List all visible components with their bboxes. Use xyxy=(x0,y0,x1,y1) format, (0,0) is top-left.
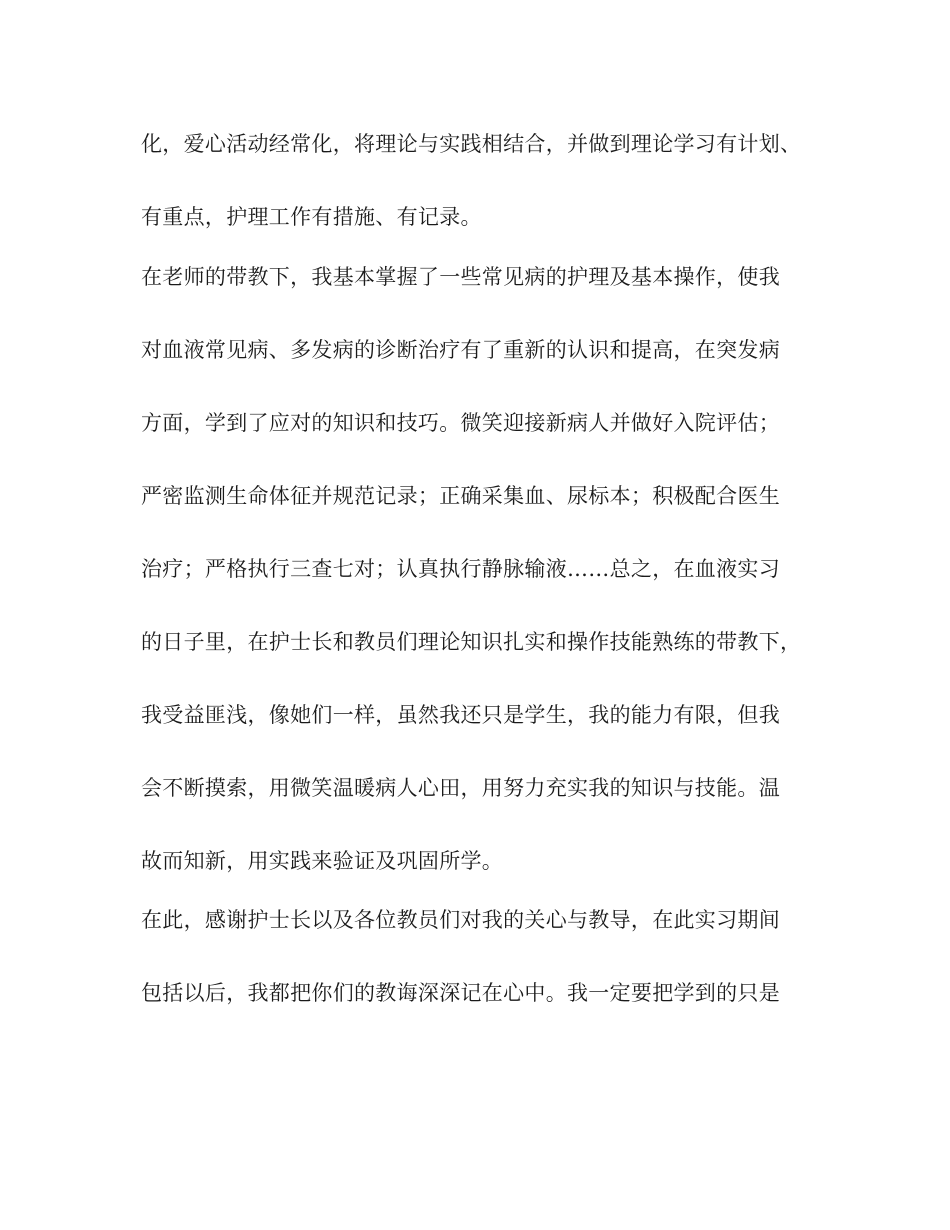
text-line: 故而知新，用实践来验证及巩固所学。 xyxy=(141,849,504,873)
text-line: 在老师的带教下，我基本掌握了一些常见病的护理及基本操作，使我 xyxy=(141,265,780,289)
text-line: 有重点，护理工作有措施、有记录。 xyxy=(141,205,482,229)
text-line: 化，爱心活动经常化，将理论与实践相结合，并做到理论学习有计划、 xyxy=(141,132,802,156)
text-line: 会不断摸索，用微笑温暖病人心田，用努力充实我的知识与技能。温 xyxy=(141,776,780,800)
text-line: 方面，学到了应对的知识和技巧。微笑迎接新病人并做好入院评估； xyxy=(141,411,780,435)
text-line: 对血液常见病、多发病的诊断治疗有了重新的认识和提高，在突发病 xyxy=(141,338,780,362)
text-line: 包括以后，我都把你们的教诲深深记在心中。我一定要把学到的只是 xyxy=(141,981,780,1005)
text-line: 我受益匪浅，像她们一样，虽然我还只是学生，我的能力有限，但我 xyxy=(141,703,780,727)
text-line: 在此，感谢护士长以及各位教员们对我的关心与教导，在此实习期间 xyxy=(141,908,780,932)
text-line: 治疗；严格执行三查七对；认真执行静脉输液……总之，在血液实习 xyxy=(141,557,780,581)
text-line: 的日子里，在护士长和教员们理论知识扎实和操作技能熟练的带教下， xyxy=(141,630,802,654)
text-line: 严密监测生命体征并规范记录；正确采集血、尿标本；积极配合医生 xyxy=(141,484,780,508)
